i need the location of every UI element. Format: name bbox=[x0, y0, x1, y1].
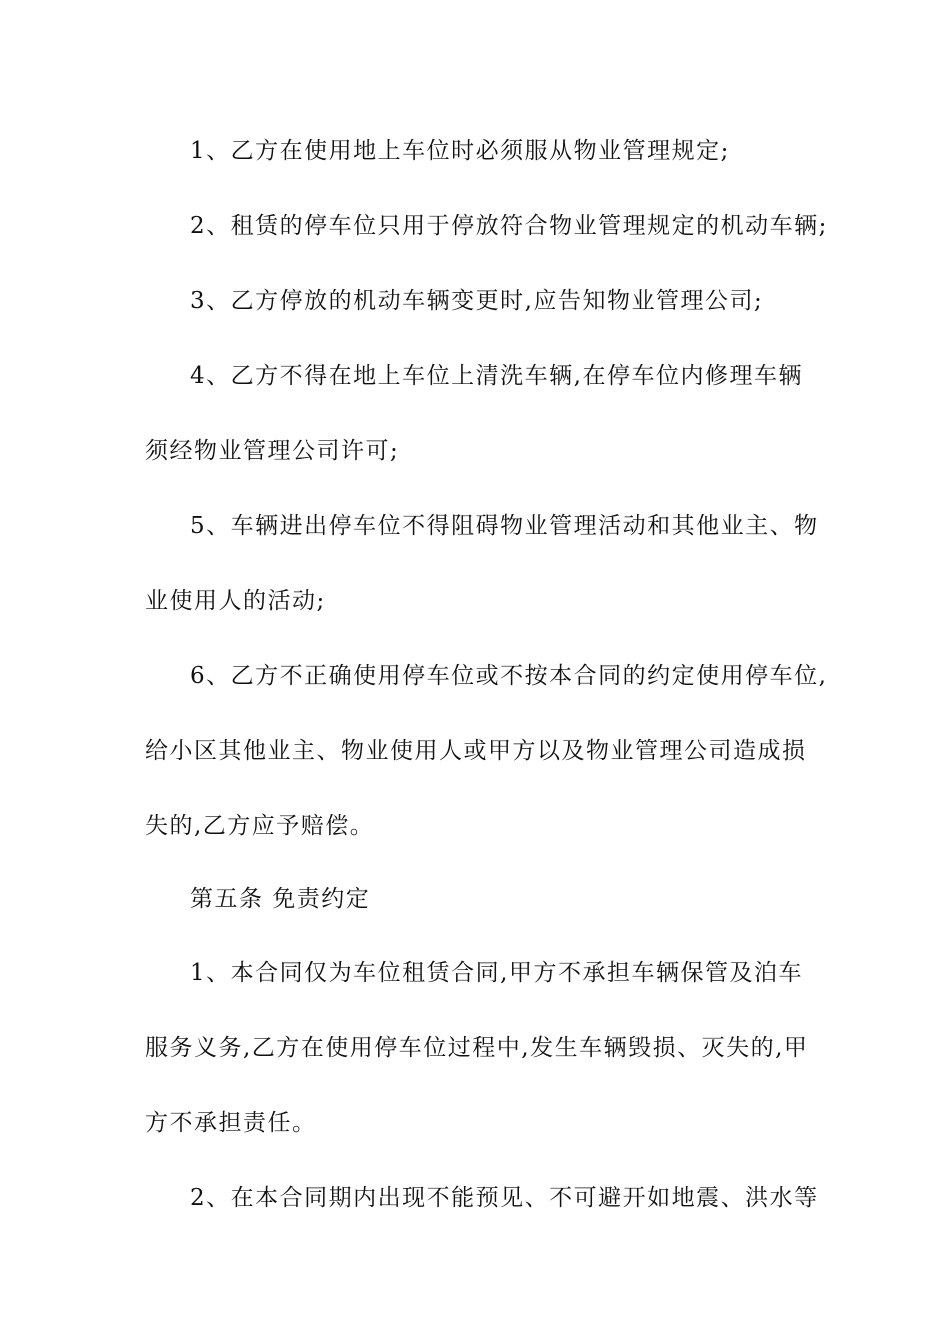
clause-5-continuation: 业使用人的活动; bbox=[145, 588, 326, 614]
clause-3-text: 3、乙方停放的机动车辆变更时,应告知物业管理公司; bbox=[190, 288, 764, 314]
clause-4-text: 4、乙方不得在地上车位上清洗车辆,在停车位内修理车辆 bbox=[190, 363, 803, 389]
clause-4-continuation: 须经物业管理公司许可; bbox=[145, 438, 400, 464]
article-5-heading: 第五条 免责约定 bbox=[190, 886, 371, 912]
clause-6-continuation-2: 失的,乙方应予赔偿。 bbox=[145, 813, 375, 839]
article-5-clause-1-text: 1、本合同仅为车位租赁合同,甲方不承担车辆保管及泊车 bbox=[190, 960, 803, 986]
article-5-clause-1-continuation-1: 服务义务,乙方在使用停车位过程中,发生车辆毁损、灭失的,甲 bbox=[145, 1035, 809, 1061]
clause-2-text: 2、租赁的停车位只用于停放符合物业管理规定的机动车辆; bbox=[190, 213, 828, 239]
article-5-clause-1-continuation-2: 方不承担责任。 bbox=[145, 1110, 317, 1136]
clause-1-text: 1、乙方在使用地上车位时必须服从物业管理规定; bbox=[190, 138, 730, 164]
clause-6-text: 6、乙方不正确使用停车位或不按本合同的约定使用停车位, bbox=[190, 663, 828, 689]
article-5-clause-2-text: 2、在本合同期内出现不能预见、不可避开如地震、洪水等 bbox=[190, 1185, 819, 1211]
clause-5-text: 5、车辆进出停车位不得阻碍物业管理活动和其他业主、物 bbox=[190, 513, 819, 539]
clause-6-continuation-1: 给小区其他业主、物业使用人或甲方以及物业管理公司造成损 bbox=[145, 738, 807, 764]
